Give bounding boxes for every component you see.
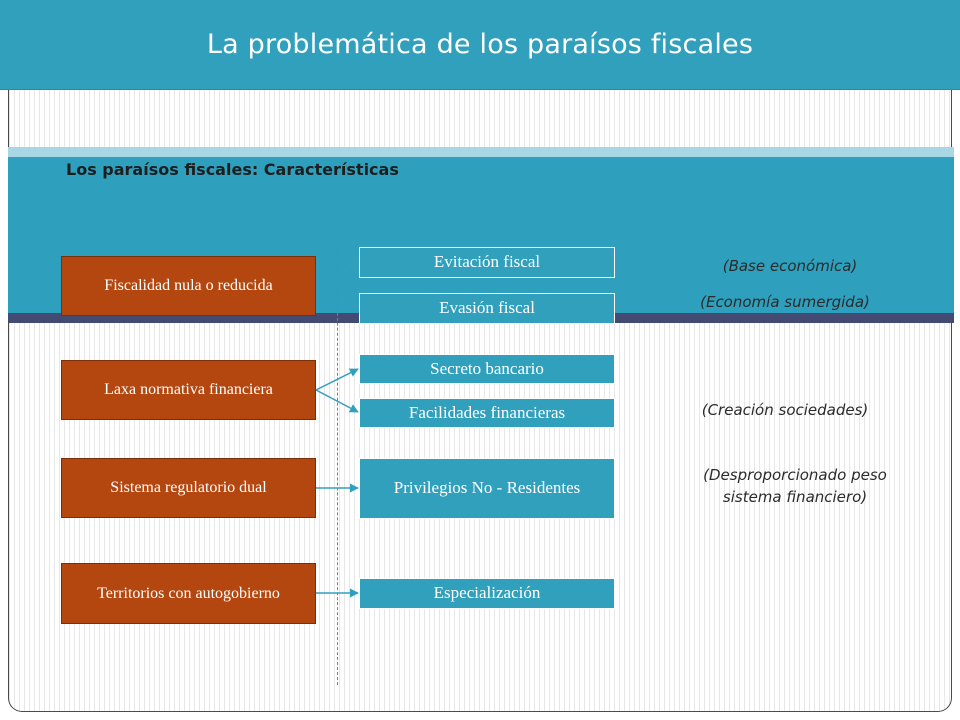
effect-evasion-box: Evasión fiscal bbox=[359, 293, 615, 324]
characteristic-territorios-box: Territorios con autogobierno bbox=[61, 563, 316, 624]
effect-secreto-box: Secreto bancario bbox=[359, 354, 615, 384]
note-economia-sumergida: (Economía sumergida) bbox=[700, 293, 870, 311]
characteristic-sistema-dual-box: Sistema regulatorio dual bbox=[61, 458, 316, 518]
note-desproporcionado-peso: (Desproporcionado peso sistema financiero) bbox=[703, 466, 887, 506]
effect-especializacion-box: Especialización bbox=[359, 578, 615, 609]
arrow-laxa-facilidades bbox=[316, 390, 358, 412]
note-creacion-sociedades: (Creación sociedades) bbox=[701, 401, 869, 419]
effect-facilidades-box: Facilidades financieras bbox=[359, 398, 615, 428]
effect-evitacion-box: Evitación fiscal bbox=[359, 247, 615, 278]
characteristic-fiscalidad-box: Fiscalidad nula o reducida bbox=[61, 256, 316, 316]
arrow-fiscalidad-evitacion bbox=[316, 264, 358, 286]
characteristic-laxa-normativa-box: Laxa normativa financiera bbox=[61, 360, 316, 420]
slide-title: La problemática de los paraísos fiscales bbox=[206, 29, 754, 60]
note-base-economica: (Base económica) bbox=[722, 257, 858, 275]
section-subtitle: Los paraísos fiscales: Características bbox=[66, 160, 399, 179]
effect-privilegios-box: Privilegios No - Residentes bbox=[359, 458, 615, 519]
arrow-fiscalidad-evasion bbox=[316, 286, 358, 307]
arrow-laxa-secreto bbox=[316, 369, 358, 390]
